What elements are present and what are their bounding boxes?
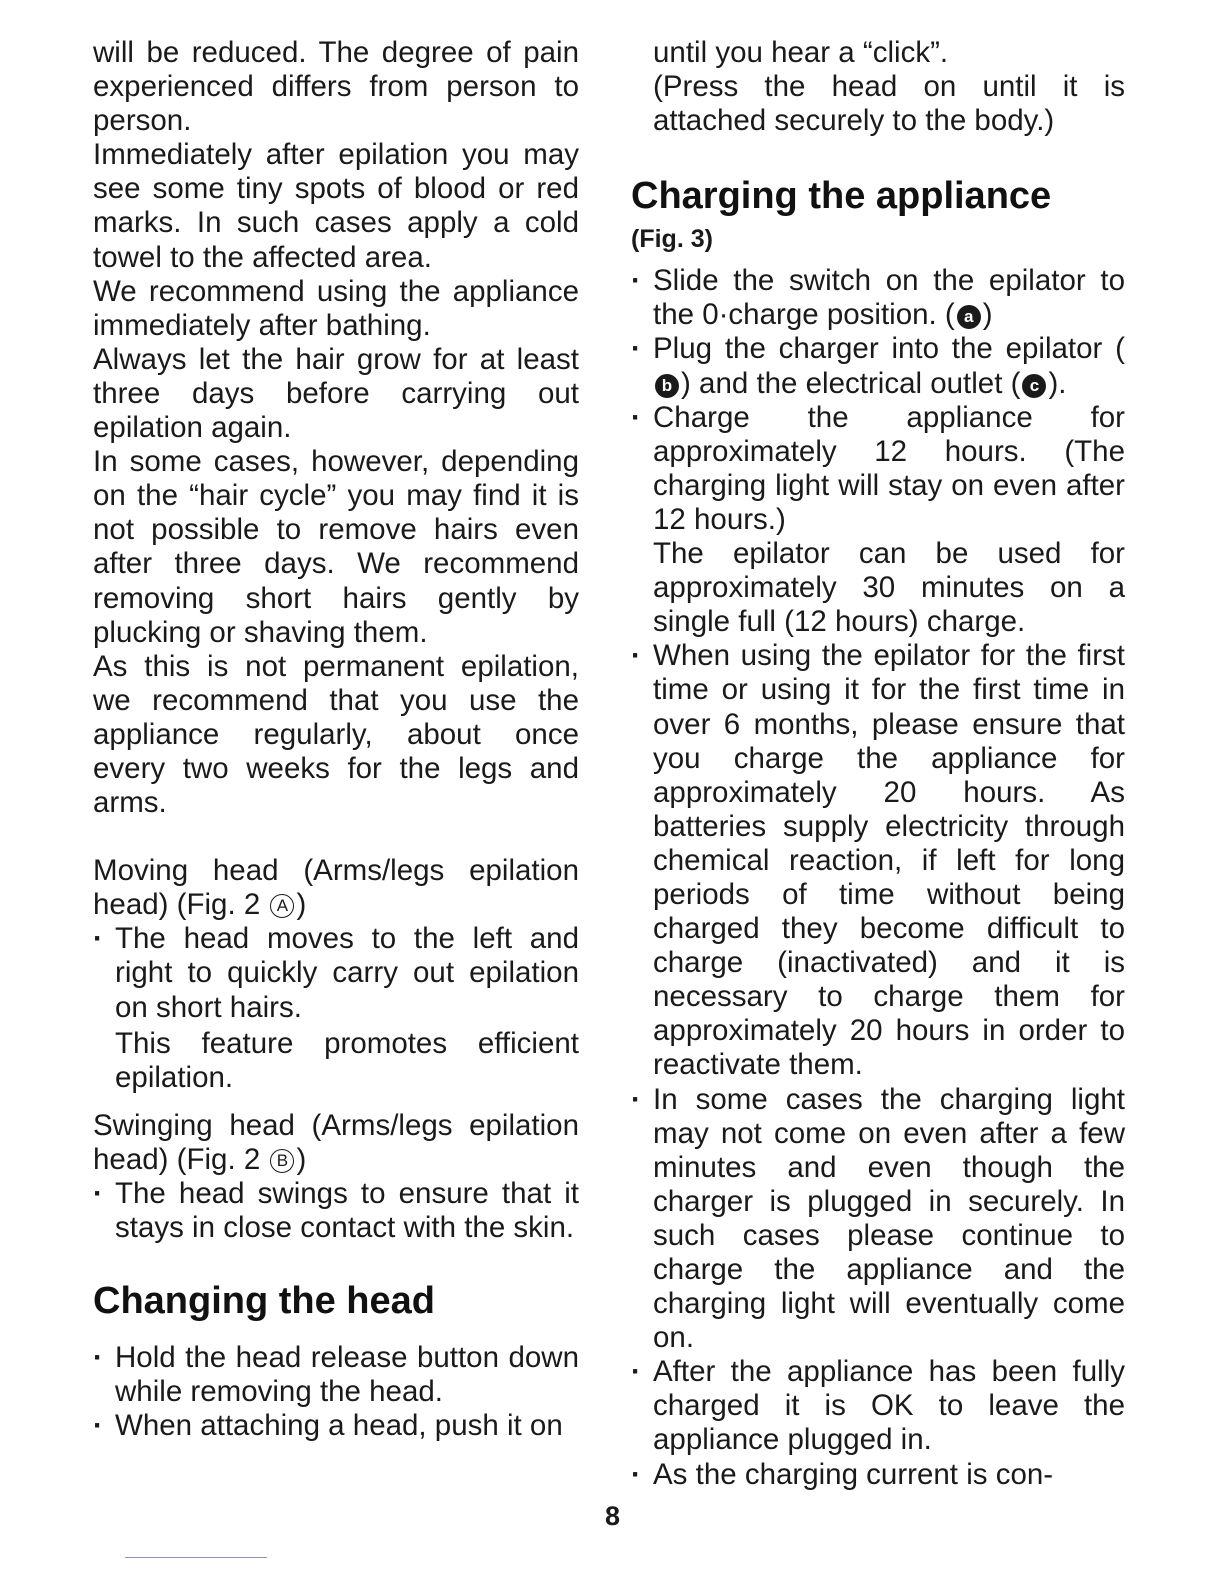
charging-figure-reference: (Fig. 3) xyxy=(631,225,713,254)
moving-head-title-text: Moving head (Arms/legs epilation head) (Fig. 2 xyxy=(93,854,579,922)
left-column xyxy=(93,36,579,1443)
list-item xyxy=(93,1177,579,1245)
list-item xyxy=(93,922,579,1094)
charging-list xyxy=(631,264,1125,1491)
paragraph-regular-use: As this is not permanent epilation, we recommend that you use the appliance regularly, about once every two weeks for the legs and arms. xyxy=(93,649,579,820)
list-item xyxy=(631,1355,1125,1457)
marker-a-icon: A xyxy=(270,894,294,918)
list-item xyxy=(631,1458,1125,1492)
swinging-head-title-text: Swinging head (Arms/legs epilation head) (Fig. 2 xyxy=(93,1108,579,1176)
paragraph-blood-spots: Immediately after epilation you may see some tiny spots of blood or red marks. In such cases apply a cold towel to the affected area. xyxy=(93,138,579,274)
list-item xyxy=(631,332,1125,400)
swinging-head-list xyxy=(93,1177,579,1245)
continued-press-text: (Press the head on until it is attached securely to the body.) xyxy=(653,70,1125,138)
paragraph-hair-growth: Always let the hair grow for at least three days before carrying out epilation again. xyxy=(93,342,579,445)
spacer xyxy=(93,1095,579,1109)
paragraph-hair-cycle: In some cases, however, depending on the “hair cycle” you may find it is not possible to remove hairs even after three days. We recommend removing short hairs gently by plucking or shaving them. xyxy=(93,445,579,649)
changing-head-bullet-1: · Hold the head release button down while removing the head. xyxy=(115,1341,579,1409)
charging-bullet-first-use: · When using the epilator for the first time or using it for the first time in over 6 months, please ensure that you charge the appliance for approximately 20 hours. As batteries supply electricity through chemical reaction, if left for long periods of time without being charged they become difficult to charge (inactivated) and it is necessary to charge them for approximately 20 hours in order to reactivate them. xyxy=(653,639,1125,1082)
continued-click-text: until you hear a “click”. xyxy=(653,36,949,69)
paragraph-bathing: We recommend using the appliance immediately after bathing. xyxy=(93,274,579,342)
list-item xyxy=(93,1409,579,1443)
charging-bullet-switch-text: Slide the switch on the epilator to the 0·charge position. xyxy=(653,264,1125,332)
paragraph-pain: will be reduced. The degree of pain experienced differs from person to person. xyxy=(93,36,579,138)
spacer xyxy=(93,1245,579,1279)
charging-bullet-plug-text: Plug the charger into the epilator xyxy=(653,332,1103,366)
marker-c-filled-icon: c xyxy=(1022,374,1046,398)
charging-bullet-outlet-text: and the electrical outlet xyxy=(699,366,1003,400)
changing-head-list xyxy=(93,1341,579,1443)
marker-b-icon: B xyxy=(270,1149,294,1173)
moving-head-bullet-text: · The head moves to the left and right to quickly carry out epilation on short hairs. xyxy=(115,922,579,1024)
swinging-head-title-close: ) xyxy=(296,1142,307,1176)
list-item xyxy=(631,401,1125,640)
charging-bullet-duration: · Charge the appliance for approximately 12 hours. (The charging light will stay on even after 12 hours.) xyxy=(653,400,1125,536)
moving-head-bullet-note: This feature promotes efficient epilation. xyxy=(115,1026,579,1094)
charging-bullet-usage: The epilator can be used for approximately 30 minutes on a single full (12 hours) charge. xyxy=(653,537,1125,639)
changing-head-bullet-2: · When attaching a head, push it on xyxy=(115,1409,563,1443)
marker-a-filled-icon: a xyxy=(957,305,981,329)
spacer xyxy=(93,820,579,854)
charging-bullet-fully-charged: · After the appliance has been fully charged it is OK to leave the appliance plugged in. xyxy=(653,1355,1125,1457)
page-number: 8 xyxy=(604,1501,621,1531)
right-column xyxy=(631,36,1125,1492)
moving-head-list xyxy=(93,922,579,1094)
spacer xyxy=(93,1323,579,1341)
spacer xyxy=(631,138,1125,174)
list-item xyxy=(631,1083,1125,1356)
marker-b-filled-icon: b xyxy=(655,374,679,398)
list-item xyxy=(631,639,1125,1082)
swinging-head-title xyxy=(93,1109,579,1177)
changing-head-heading: Changing the head xyxy=(93,1280,435,1323)
swinging-head-bullet-text: · The head swings to ensure that it stays in close contact with the skin. xyxy=(115,1177,579,1245)
list-item xyxy=(93,1341,579,1409)
moving-head-title-close: ) xyxy=(296,888,307,922)
charging-bullet-light: · In some cases the charging light may not come on even after a few minutes and even though the charger is plugged in securely. In such cases please continue to charge the appliance and the charging light will eventually come on. xyxy=(653,1082,1125,1355)
charging-heading: Charging the appliance xyxy=(631,175,1052,218)
list-item xyxy=(631,264,1125,332)
charging-bullet-current: · As the charging current is con- xyxy=(653,1457,1054,1491)
moving-head-title xyxy=(93,854,579,922)
charging-bullet-switch: · Slide the switch on the epilator to the 0·charge position. ( a ) xyxy=(653,264,1125,332)
bottom-rule-divider xyxy=(125,1557,267,1558)
charging-bullet-plug: · Plug the charger into the epilator (b ) and the electrical outlet ( c ). xyxy=(653,332,1125,400)
